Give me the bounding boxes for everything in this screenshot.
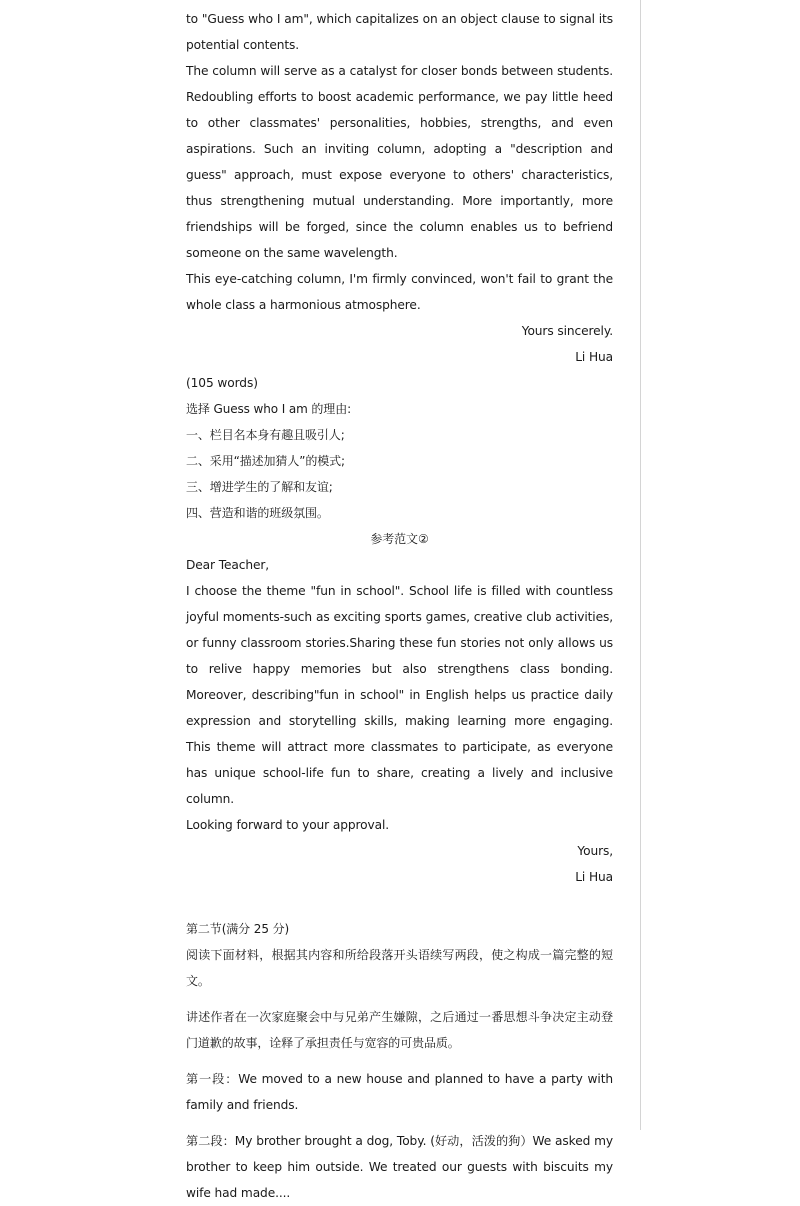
sample2-title: 参考范文② [370, 532, 429, 546]
reasons-heading: 选择 Guess who I am 的理由: [186, 402, 352, 416]
reason-item-4: 四、营造和谐的班级氛围。 [186, 506, 329, 520]
reason-item-3: 三、增进学生的了解和友谊; [186, 480, 333, 494]
sample2-sign-off: Yours, [577, 844, 613, 858]
letter1-signature: Li Hua [575, 350, 613, 364]
sample2-salutation: Dear Teacher, [186, 558, 270, 572]
sample2-closing-line: Looking forward to your approval. [186, 818, 390, 832]
section2-summary: 讲述作者在一次家庭聚会中与兄弟产生嫌隙，之后通过一番思想斗争决定主动登门道歉的故事，诠释了承担责任与宽容的可贵品质。 [186, 1010, 613, 1050]
section2-para1: 第一段：We moved to a new house and planned to have a party with family and friends. [186, 1072, 613, 1112]
page-edge-divider [640, 0, 641, 1130]
sample2-signature: Li Hua [575, 870, 613, 884]
letter1-closing: Yours sincerely. [521, 324, 613, 338]
section2-instruction: 阅读下面材料，根据其内容和所给段落开头语续写两段，使之构成一篇完整的短文。 [186, 948, 613, 988]
section2-heading: 第二节(满分 25 分) [186, 922, 290, 936]
reason-item-2: 二、采用“描述加猜人”的模式; [186, 454, 345, 468]
sample2-body: I choose the theme "fun in school". School life is filled with countless joyful moments-such as exciting sports games, creative club activities, or funny classroom stories.Sharing these fun stories not only allows us to relive happy memories but also strengthens class bonding. Moreover, describing"fun in school" in English helps us practice daily expression and storytelling skills, making learning more engaging. This theme will attract more classmates to participate, as everyone has unique school-life fun to share, creating a lively and inclusive column. [186, 584, 613, 806]
letter1-paragraph-3: This eye-catching column, I'm firmly convinced, won't fail to grant the whole class a harmonious atmosphere. [186, 272, 613, 312]
reason-item-1: 一、栏目名本身有趣且吸引人; [186, 428, 345, 442]
letter1-paragraph-2: The column will serve as a catalyst for closer bonds between students. Redoubling efforts to boost academic performance, we pay little heed to other classmates' personalities, hobbies, strengths, and even aspirations. Such an inviting column, adopting a "description and guess" approach, must expose everyone to others' characteristics, thus strengthening mutual understanding. More importantly, more friendships will be forged, since the column enables us to befriend someone on the same wavelength. [186, 64, 613, 260]
word-count: (105 words) [186, 376, 258, 390]
document-body [186, 0, 613, 1206]
letter1-opening-paragraph: to "Guess who I am", which capitalizes on an object clause to signal its potential contents. [186, 12, 613, 52]
section2-para2: 第二段：My brother brought a dog, Toby. (好动，活泼的狗）We asked my brother to keep him outside. We treated our guests with biscuits my wife had made.... [186, 1134, 613, 1200]
